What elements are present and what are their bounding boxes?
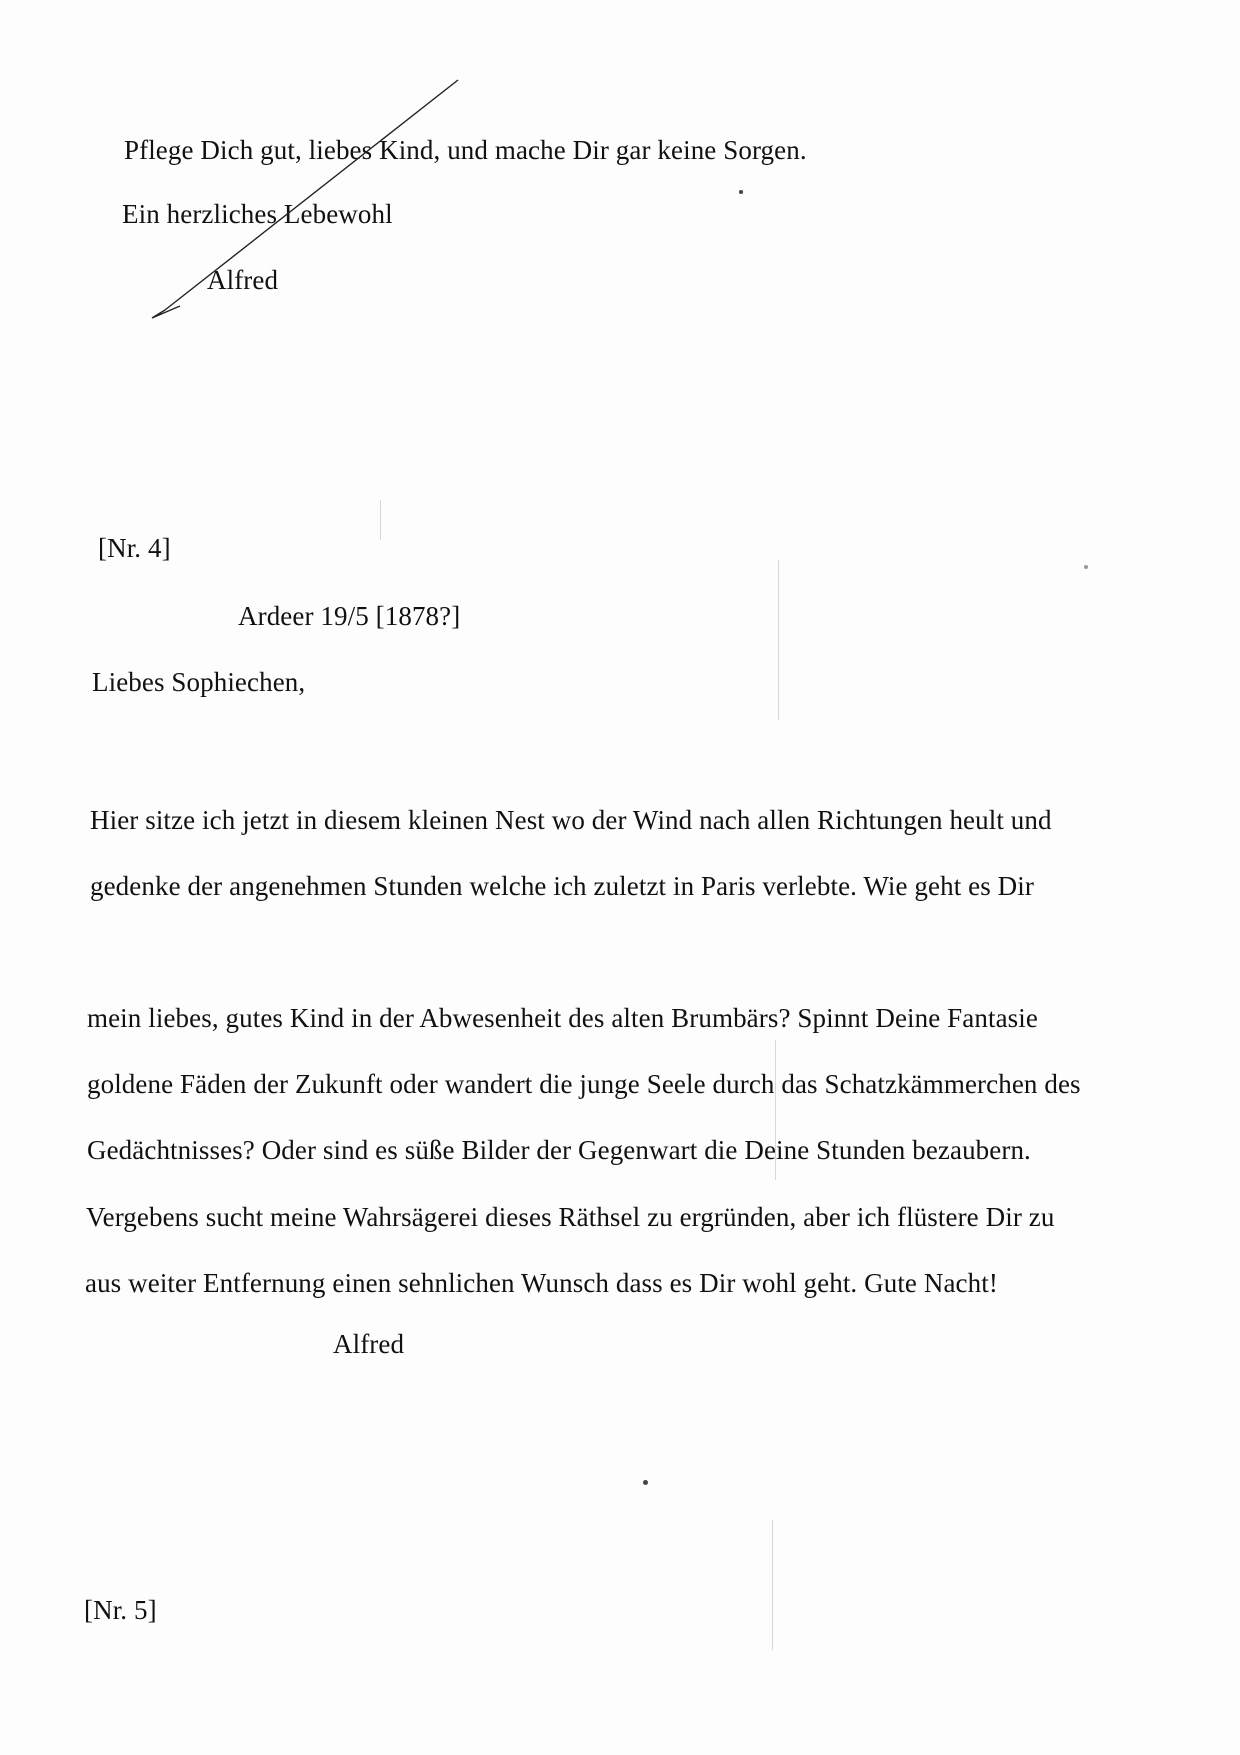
scan-crease — [772, 1520, 773, 1650]
closing-line: Pflege Dich gut, liebes Kind, und mache Dir gar keine Sorgen. — [124, 135, 807, 165]
body-line: Hier sitze ich jetzt in diesem kleinen Nest wo der Wind nach allen Richtungen heult und — [90, 805, 1052, 835]
scan-speck — [643, 1480, 648, 1485]
body-line: gedenke der angenehmen Stunden welche ich zuletzt in Paris verlebte. Wie geht es Dir — [90, 871, 1034, 901]
scan-crease — [380, 500, 381, 540]
body-line: aus weiter Entfernung einen sehnlichen Wunsch dass es Dir wohl geht. Gute Nacht! — [85, 1268, 998, 1298]
body-line: Vergebens sucht meine Wahrsägerei dieses Räthsel zu ergründen, aber ich flüstere Dir zu — [86, 1202, 1055, 1232]
body-line: goldene Fäden der Zukunft oder wandert die junge Seele durch das Schatzkämmerchen des — [87, 1069, 1081, 1099]
body-line: mein liebes, gutes Kind in der Abwesenheit des alten Brumbärs? Spinnt Deine Fantasie — [87, 1003, 1038, 1033]
scan-crease — [778, 560, 779, 720]
letter-number: [Nr. 5] — [84, 1595, 157, 1625]
farewell-line: Ein herzliches Lebewohl — [122, 199, 393, 229]
signature-top: Alfred — [207, 265, 279, 295]
salutation: Liebes Sophiechen, — [92, 667, 306, 697]
dateline: Ardeer 19/5 [1878?] — [238, 601, 461, 631]
body-line: Gedächtnisses? Oder sind es süße Bilder der Gegenwart die Deine Stunden bezaubern. — [87, 1135, 1031, 1165]
scan-speck — [1084, 565, 1088, 569]
scan-speck — [739, 190, 743, 194]
signature: Alfred — [333, 1329, 405, 1359]
letter-number: [Nr. 4] — [98, 533, 171, 563]
